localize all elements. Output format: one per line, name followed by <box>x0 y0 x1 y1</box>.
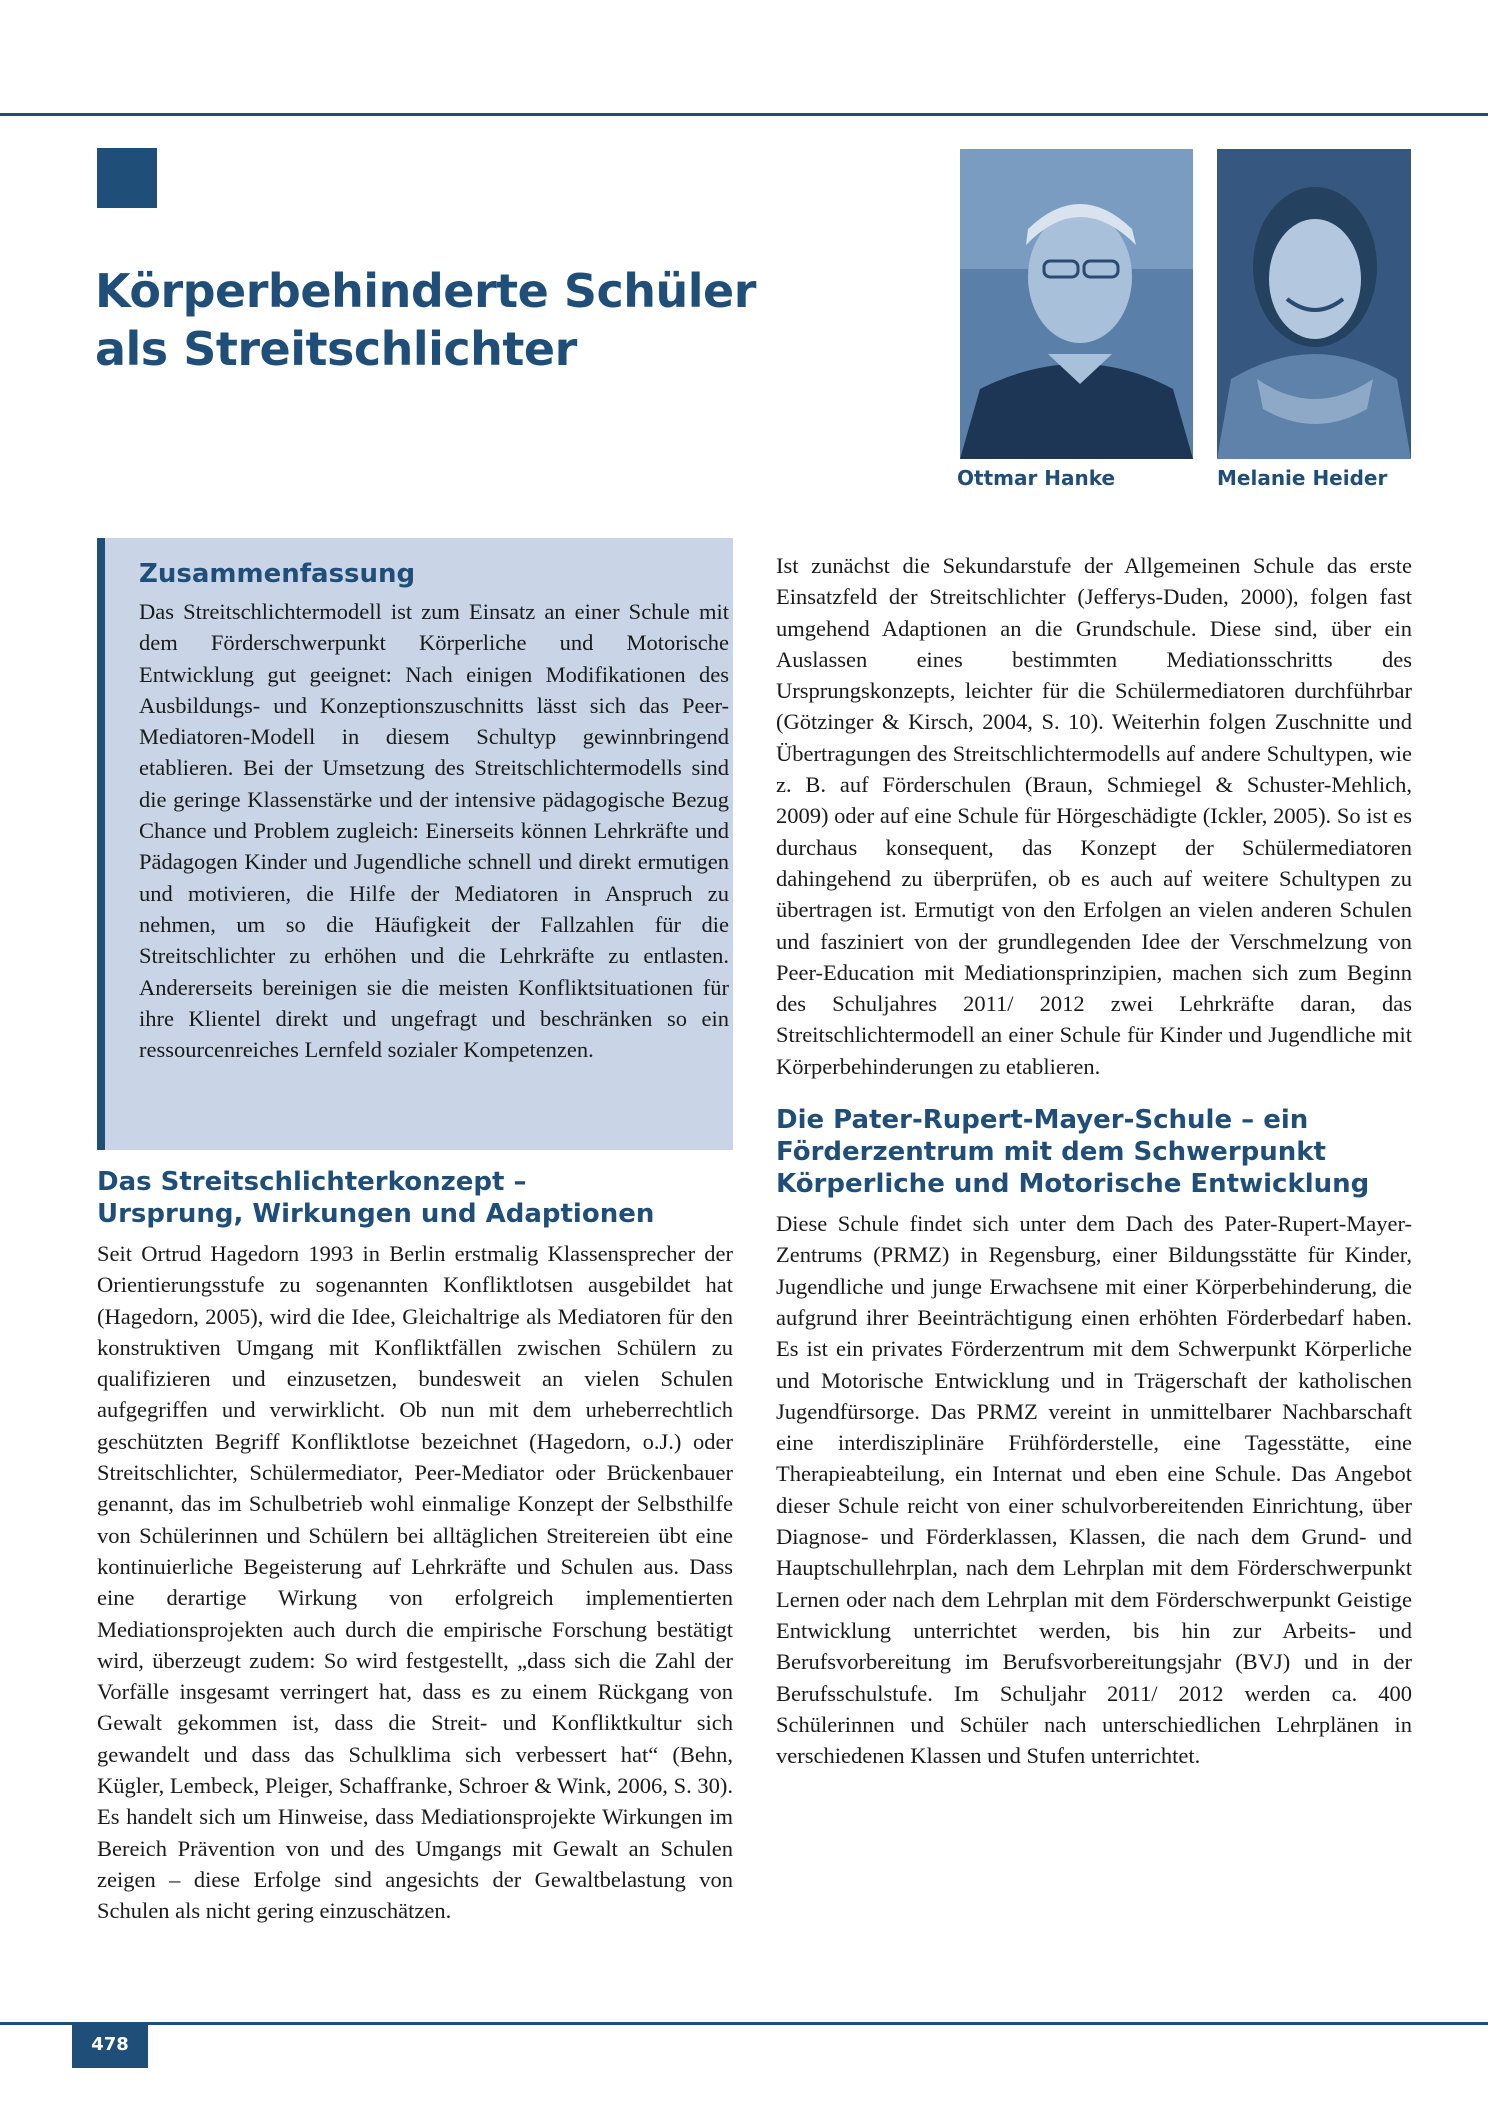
section-2-heading-line-1: Die Pater-Rupert-Mayer-Schule – ein <box>776 1105 1309 1136</box>
section-1-heading-line-2: Ursprung, Wirkungen und Adaptionen <box>97 1199 655 1229</box>
author-photo-melanie-heider <box>1217 149 1411 459</box>
author-caption-2: Melanie Heider <box>1217 466 1388 490</box>
article-title-line-2: als Streitschlichter <box>95 322 577 376</box>
portrait-1-image <box>960 149 1193 459</box>
right-intro-text: Ist zunächst die Sekundarstufe der Allgemeinen Schule das erste Einsatzfeld der Streitschlichter (Jefferys-Duden, 2000), folgen fast umgehend Adaptionen an die Grundschule. Diese sind, über ein Auslassen eines bestimmten Mediationsschritts des Ursprungskonzepts, leichter für die Schülermediatoren durchführbar (Götzinger & Kirsch, 2004, S. 10). Weiterhin folgen Zuschnitte und Übertragungen des Streitschlichtermodells auf andere Schultypen, wie z. B. auf Förderschulen (Braun, Schmiegel & Schuster-Mehlich, 2009) oder auf eine Schule für Hörgeschädigte (Ickler, 2005). So ist es durchaus konsequent, das Konzept der Schülermediatoren dahingehend zu überprüfen, ob es auch auf weitere Schultypen zu übertragen ist. Ermutigt von den Erfolgen an vielen anderen Schulen und fasziniert von der grundlegenden Idee der Verschmelzung von Peer-Education mit Mediationsprinzipien, machen sich zum Beginn des Schuljahres 2011/ 2012 zwei Lehrkräfte daran, das Streitschlichtermodell an einer Schule für Kinder und Jugendliche mit Körperbehinderungen zu etablieren. <box>776 553 1412 1079</box>
top-rule <box>0 113 1488 116</box>
section-1-heading-line-1: Das Streitschlichterkonzept – <box>97 1167 527 1197</box>
section-1-heading <box>97 1166 733 1230</box>
section-2-heading-line-3: Körperliche und Motorische Entwicklung <box>776 1169 1370 1200</box>
bottom-rule <box>0 2022 1488 2025</box>
portrait-2-image <box>1217 149 1411 459</box>
accent-square <box>97 148 157 208</box>
article-title-line-1: Körperbehinderte Schüler <box>95 264 756 318</box>
abstract-box <box>97 538 733 1150</box>
page-number: 478 <box>72 2022 148 2068</box>
left-column <box>97 1166 733 1927</box>
abstract-text: Das Streitschlichtermodell ist zum Einsatz an einer Schule mit dem Förderschwerpunkt Körperliche und Motorische Entwicklung gut geeignet: Nach einigen Modifikationen des Ausbildungs- und Konzeptionszuschnitts lässt sich das Peer-Mediatoren-Modell in diesem Schultyp gewinnbringend etablieren. Bei der Umsetzung des Streitschlichtermodells sind die geringe Klassenstärke und der intensive pädagogische Bezug Chance und Problem zugleich: Einerseits können Lehrkräfte und Pädagogen Kinder und Jugendliche schnell und direkt ermutigen und motivieren, die Hilfe der Mediatoren in Anspruch zu nehmen, um so die Häufigkeit der Fallzahlen für die Streitschlichter zu erhöhen und die Lehrkräfte zu entlasten. Andererseits bereinigen sie die meisten Konfliktsituationen für ihre Klientel direkt und ungefragt und beschränken so ein ressourcenreiches Lernfeld sozialer Kompetenzen. <box>139 599 729 1063</box>
abstract-heading: Zusammenfassung <box>139 559 416 589</box>
author-caption-1: Ottmar Hanke <box>957 466 1116 490</box>
article-title <box>95 262 895 378</box>
section-2-text: Diese Schule findet sich unter dem Dach des Pater-Rupert-Mayer-Zentrums (PRMZ) in Regensburg, einer Bildungsstätte für Kinder, Jugendliche und junge Erwachsene mit einer Körperbehinderung, die aufgrund ihrer Beeinträchtigung einen erhöhten Förderbedarf haben. Es ist ein privates Förderzentrum mit dem Schwerpunkt Körperliche und Motorische Entwicklung und in Trägerschaft der katholischen Jugendfürsorge. Das PRMZ vereint in unmittelbarer Nachbarschaft eine interdisziplinäre Frühförderstelle, eine Tagesstätte, eine Therapieabteilung, ein Internat und eben eine Schule. Das Angebot dieser Schule reicht von einer schulvorbereitenden Einrichtung, über Diagnose- und Förderklassen, Klassen, die nach dem Grund- und Hauptschullehrplan, nach dem Lehrplan mit dem Förderschwerpunkt Lernen oder nach dem Lehrplan mit dem Förderschwerpunkt Geistige Entwicklung unterrichtet werden, bis hin zur Arbeits- und Berufsvorbereitung im Berufsvorbereitungsjahr (BVJ) und in der Berufsschulstufe. Im Schuljahr 2011/ 2012 werden ca. 400 Schülerinnen und Schüler nach unterschiedlichen Lehrplänen in verschiedenen Klassen und Stufen unterrichtet. <box>776 1211 1412 1769</box>
section-1-text: Seit Ortrud Hagedorn 1993 in Berlin erstmalig Klassensprecher der Orientierungsstufe zu sogenannten Konfliktlotsen ausgebildet hat (Hagedorn, 2005), wird die Idee, Gleichaltrige als Mediatoren für den konstruktiven Umgang mit Konfliktfällen zwischen Schülern zu qualifizieren und einzusetzen, bundesweit an vielen Schulen aufgegriffen und verwirklicht. Ob nun mit dem urheberrechtlich geschützten Begriff Konfliktlotse bezeichnet (Hagedorn, o.J.) oder Streitschlichter, Schülermediator, Peer-Mediator oder Brückenbauer genannt, das im Schulbetrieb wohl einmalige Konzept der Selbsthilfe von Schülerinnen und Schülern bei alltäglichen Streitereien übt eine kontinuierliche Begeisterung auf Lehrkräfte und Schulen aus. Dass eine derartige Wirkung von erfolgreich implementierten Mediationsprojekten auch durch die empirische Forschung bestätigt wird, überzeugt zudem: So wird festgestellt, „dass sich die Zahl der Vorfälle insgesamt verringert hat, dass es zu einem Rückgang von Gewalt gekommen ist, dass die Streit- und Konfliktkultur sich gewandelt und dass das Schulklima sich verbessert hat“ (Behn, Kügler, Lembeck, Pleiger, Schaffranke, Schroer & Wink, 2006, S. 30). Es handelt sich um Hinweise, dass Mediationsprojekte Wirkungen im Bereich Prävention von und des Umgangs mit Gewalt an Schulen zeigen – diese Erfolge sind angesichts der Gewaltbelastung von Schulen als nicht gering einzuschätzen. <box>97 1241 733 1924</box>
author-photo-ottmar-hanke <box>960 149 1193 459</box>
section-2-heading <box>776 1104 1412 1200</box>
section-2-heading-line-2: Förderzentrum mit dem Schwerpunkt <box>776 1137 1326 1168</box>
right-column <box>776 550 1412 1771</box>
